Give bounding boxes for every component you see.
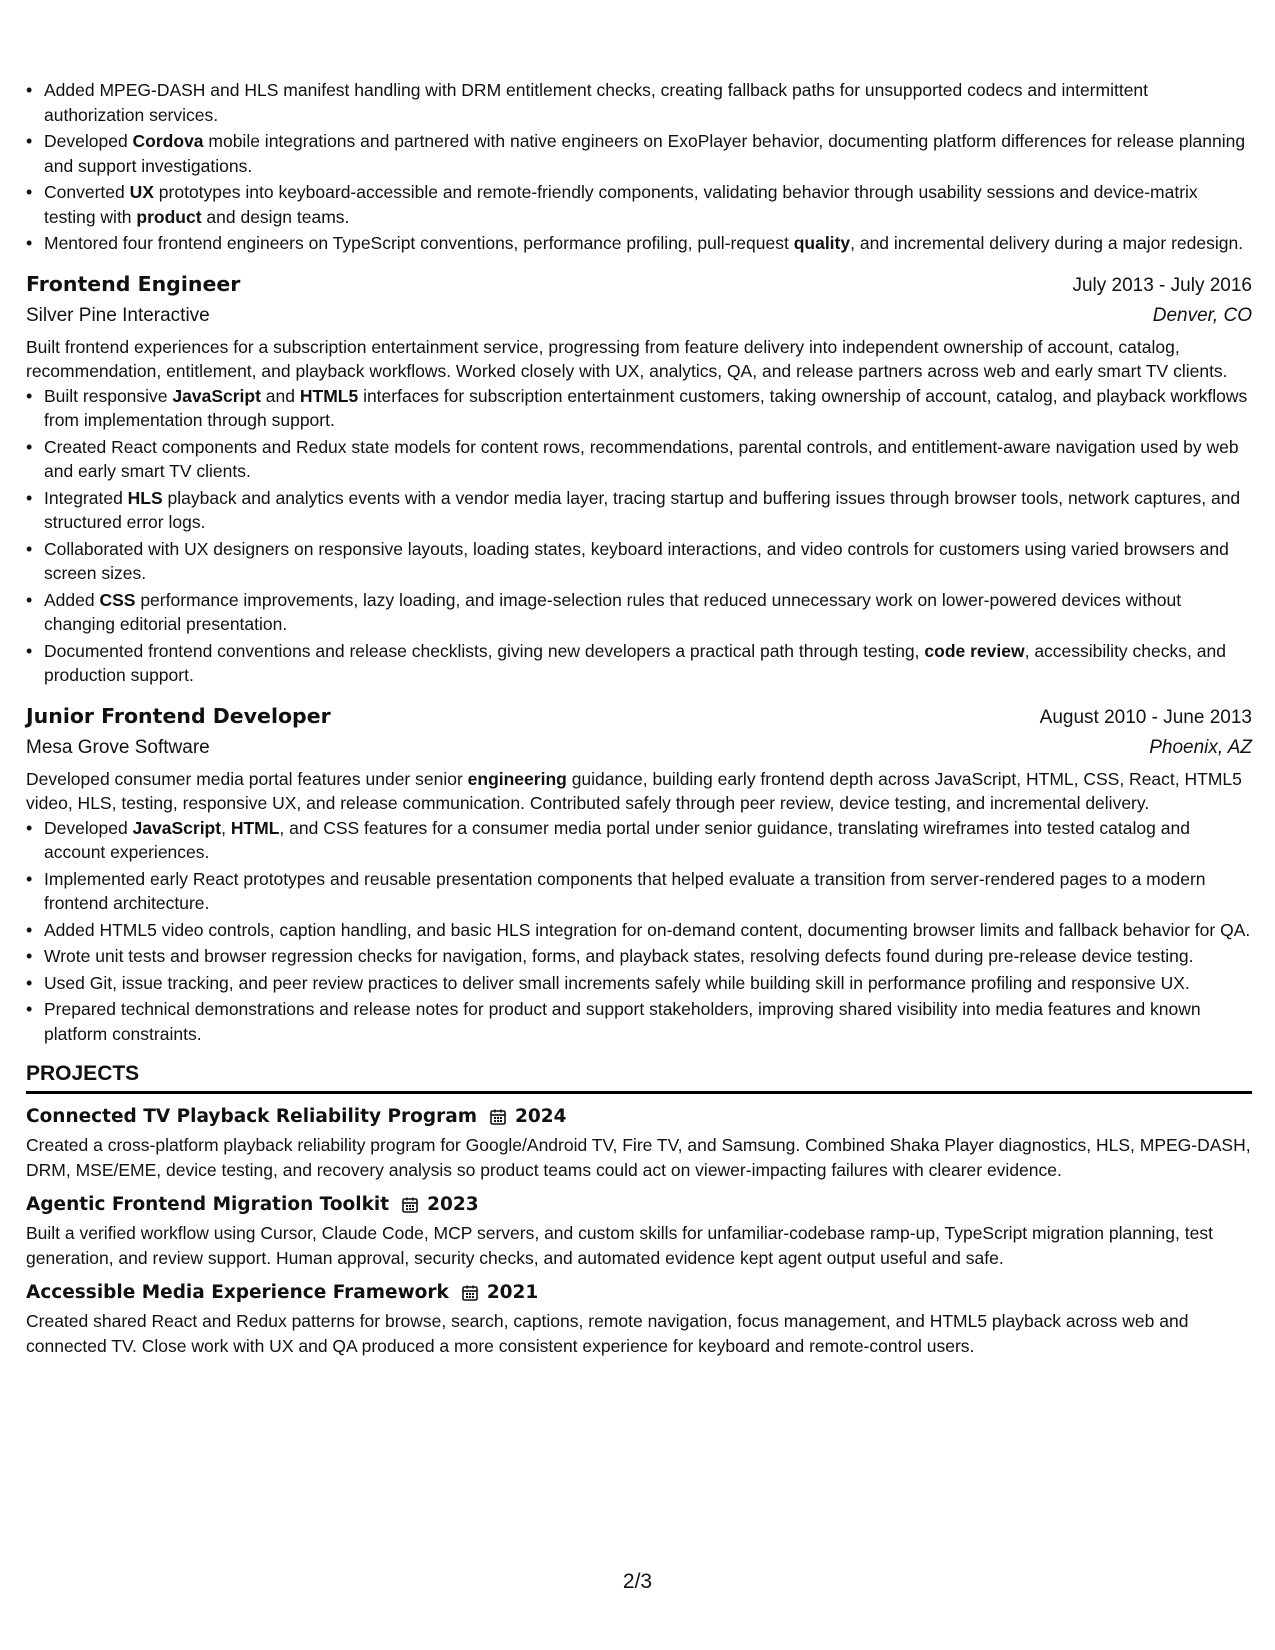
bullet-item: • Added CSS performance improvements, lazy loading, and image-selection rules that reduced unnecessary work on lower-powered devices without changing editorial presentation. [26,588,1252,637]
job-bullets [26,384,1252,688]
resume-page [26,78,1252,1358]
projects-section-heading: PROJECTS [26,1060,1252,1094]
project-entry [26,1191,1252,1270]
bullet-item: • Used Git, issue tracking, and peer review practices to deliver small increments safely while building skill in performance profiling and responsive UX. [26,971,1252,996]
previous-job-bullets [26,78,1252,256]
project-year: 2021 [486,1282,539,1303]
job-entry-frontend-engineer [26,269,1252,688]
project-entry [26,1103,1252,1182]
job-summary: Developed consumer media portal features under senior engineering guidance, building early frontend depth across JavaScript, HTML, CSS, React, HTML5 video, HLS, testing, responsive UX, and release communication. Contributed safely through peer review, device testing, and incremental delivery. [26,768,1242,813]
bold-keyword: UX [129,182,154,202]
job-summary: Built frontend experiences for a subscription entertainment service, progressing from feature delivery into independent ownership of account, catalog, recommendation, entitlement, and playback workflows. Worked closely with UX, analytics, QA, and release partners across web and early smart TV clients. [26,336,1228,381]
bullet-item: • Added HTML5 video controls, caption handling, and basic HLS integration for on-demand content, documenting browser limits and fallback behavior for QA. [26,918,1252,943]
bullet-item: • Built responsive JavaScript and HTML5 interfaces for subscription entertainment customers, taking ownership of account, catalog, and playback workflows from implementation through support. [26,384,1252,433]
project-entry [26,1279,1252,1358]
project-name: Accessible Media Experience Framework [26,1282,449,1303]
project-name: Connected TV Playback Reliability Program [26,1106,477,1127]
bullet-item: • Collaborated with UX designers on responsive layouts, loading states, keyboard interactions, and video controls for customers using varied browsers and screen sizes. [26,537,1252,586]
job-bullets [26,816,1252,1047]
calendar-icon [461,1284,479,1302]
bullet-item: • Documented frontend conventions and release checklists, giving new developers a practical path through testing, code review, accessibility checks, and production support. [26,639,1252,688]
bold-keyword: HLS [127,487,163,508]
bold-keyword: quality [793,233,851,253]
bullet-item: • Converted UX prototypes into keyboard-accessible and remote-friendly components, validating behavior through usability sessions and device-matrix testing with product and design teams. [26,180,1252,229]
bold-keyword: Cordova [132,131,204,151]
bullet-item: • Developed Cordova mobile integrations and partnered with native engineers on ExoPlayer behavior, documenting platform differences for release planning and support investigations. [26,129,1252,178]
bold-keyword: engineering [467,768,567,789]
bullet-item: • Implemented early React prototypes and reusable presentation components that helped evaluate a transition from server-rendered pages to a modern frontend architecture. [26,867,1252,916]
bold-keyword: HTML [230,817,280,838]
bold-keyword: HTML5 [299,385,359,406]
bold-keyword: CSS [99,589,136,610]
bullet-item: • Created React components and Redux state models for content rows, recommendations, parental controls, and entitlement-aware navigation used by web and early smart TV clients. [26,435,1252,484]
job-title: Junior Frontend Developer [26,703,331,728]
calendar-icon [489,1108,507,1126]
bullet-item: • Prepared technical demonstrations and release notes for product and support stakeholders, improving shared visibility into media features and known platform constraints. [26,997,1252,1046]
bold-keyword: JavaScript [172,385,261,406]
job-entry-junior-frontend-developer [26,701,1252,1047]
project-year: 2024 [515,1106,567,1127]
job-location: Denver, CO [1152,304,1252,326]
job-company: Mesa Grove Software [26,736,210,758]
bullet-item: • Developed JavaScript, HTML, and CSS features for a consumer media portal under senior guidance, translating wireframes into tested catalog and account experiences. [26,816,1252,865]
bullet-item: • Wrote unit tests and browser regression checks for navigation, forms, and playback states, resolving defects found during pre-release device testing. [26,944,1252,969]
bullet-item: • Mentored four frontend engineers on TypeScript conventions, performance profiling, pull-request quality, and incremental delivery during a major redesign. [26,231,1252,256]
bold-keyword: product [136,206,202,227]
job-company: Silver Pine Interactive [26,304,210,326]
job-dates: July 2013 - July 2016 [1072,274,1252,296]
job-dates: August 2010 - June 2013 [1039,706,1252,728]
project-year: 2023 [427,1194,479,1215]
project-description: Created a cross-platform playback reliability program for Google/Android TV, Fire TV, and Samsung. Combined Shaka Player diagnostics, HLS, MPEG-DASH, DRM, MSE/EME, device testing, and recovery analysis so product teams could act on viewer-impacting failures with clearer evidence. [26,1135,1251,1180]
bold-keyword: JavaScript [132,817,222,838]
project-name: Agentic Frontend Migration Toolkit [26,1194,390,1215]
job-title: Frontend Engineer [26,271,241,296]
page-number: 2/3 [622,1570,653,1593]
bullet-item: • Integrated HLS playback and analytics events with a vendor media layer, tracing startup and buffering issues through browser tools, network captures, and structured error logs. [26,486,1252,535]
project-description: Built a verified workflow using Cursor, Claude Code, MCP servers, and custom skills for unfamiliar-codebase ramp-up, TypeScript migration planning, test generation, and review support. Human approval, security checks, and automated evidence kept agent output useful and safe. [26,1223,1213,1268]
job-location: Phoenix, AZ [1149,736,1252,758]
project-description: Created shared React and Redux patterns for browse, search, captions, remote navigation, focus management, and HTML5 playback across web and connected TV. Close work with UX and QA produced a more consistent experience for keyboard and remote-control users. [26,1311,1189,1356]
calendar-icon [401,1196,419,1214]
bold-keyword: code review [924,640,1025,661]
bullet-item: • Added MPEG-DASH and HLS manifest handling with DRM entitlement checks, creating fallback paths for unsupported codecs and intermittent authorization services. [26,78,1252,127]
